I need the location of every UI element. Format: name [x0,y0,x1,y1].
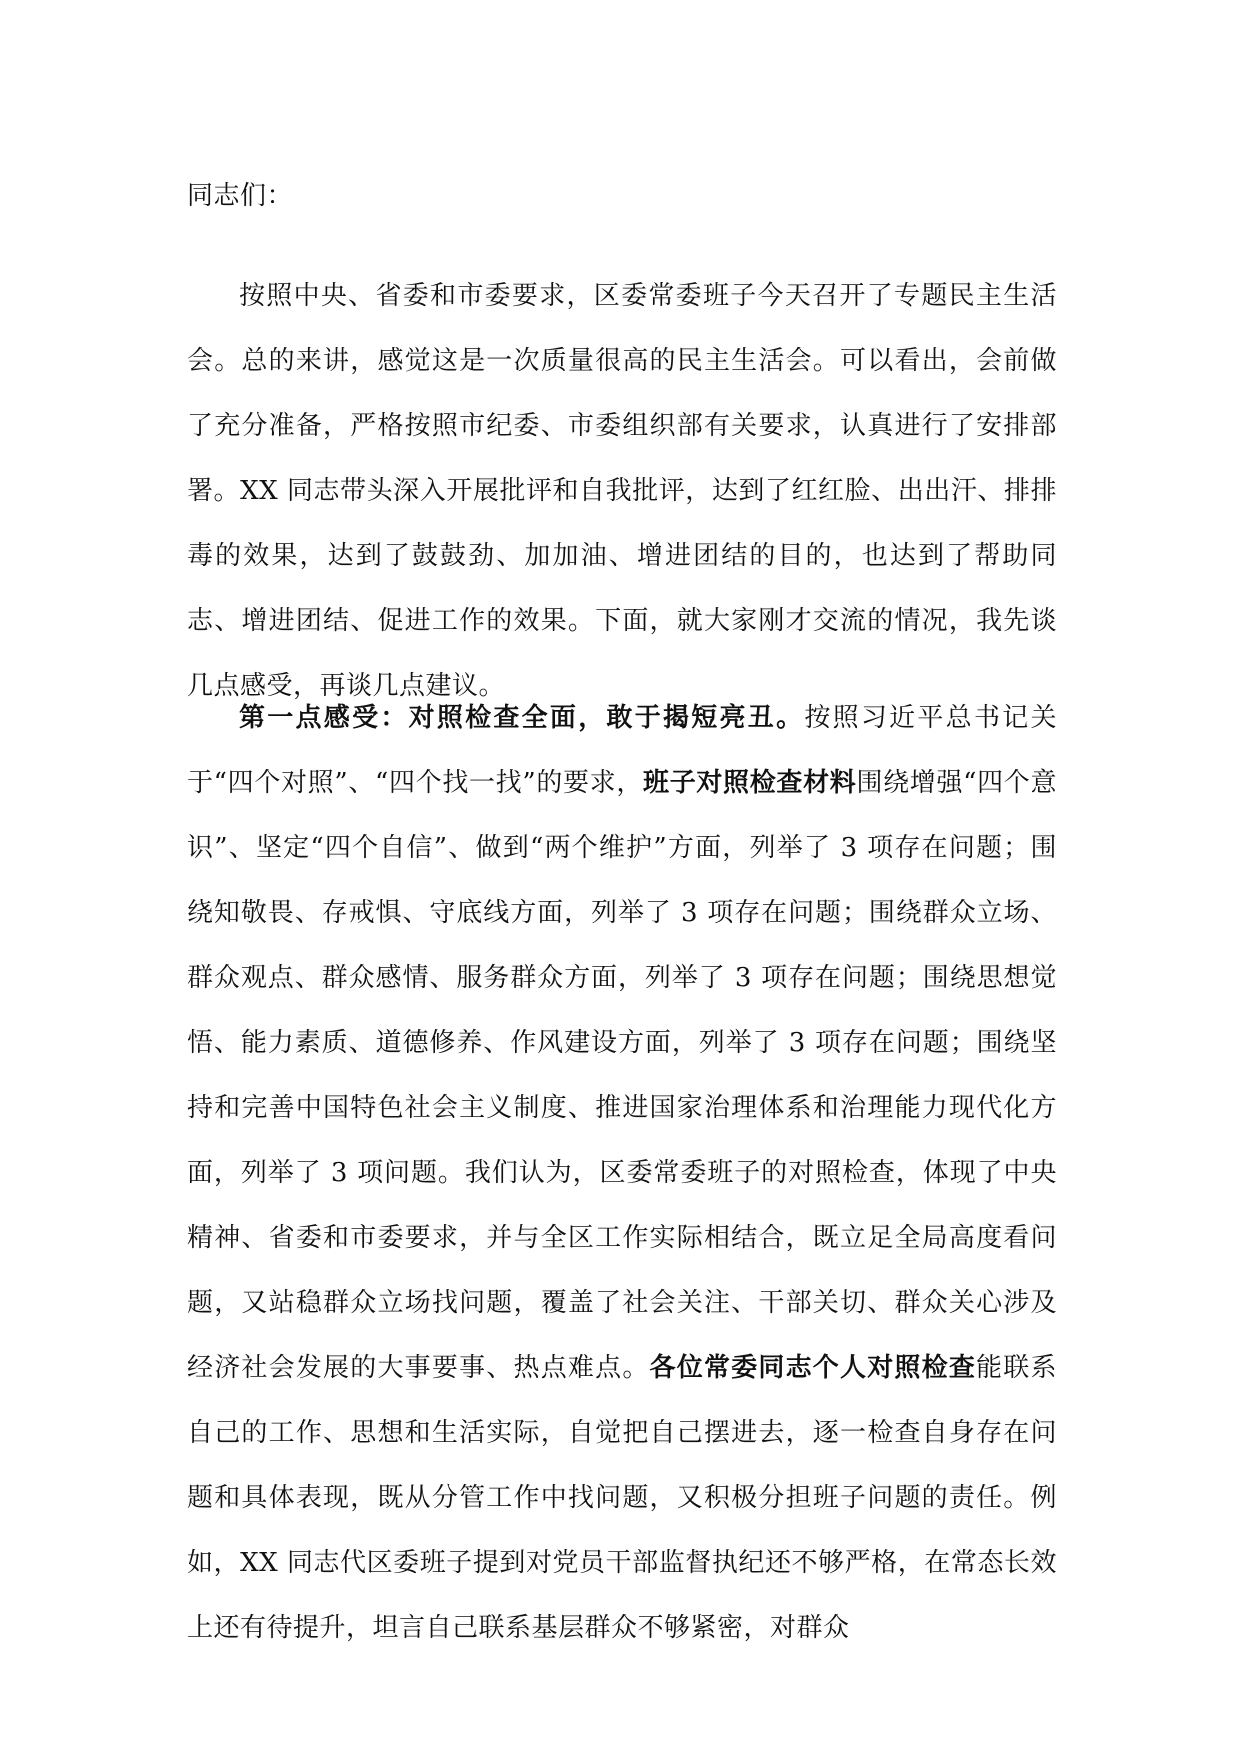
paragraph-text: 能联系自己的工作、思想和生活实际，自觉把自己摆进去，逐一检查自身存在问题和具体表现，既从分管工作中找问题，又积极分担班子问题的责任。例如，XX 同志代区委班子提到对党员干部监督执纪还不够严格，在常态长效上还有待提升，坦言自己联系基层群众不够紧密，对群众 [187,1353,1057,1643]
paragraph-text: 按照习近平总书记关于“四个对照”、“四个找一找”的要求， [187,703,1057,798]
bold-phrase-individual-review: 各位常委同志个人对照检查 [649,1353,977,1383]
bold-phrase-team-review: 班子对照检查材料 [643,768,857,798]
first-point-heading: 第一点感受：对照检查全面，敢于揭短亮丑。 [239,703,805,733]
salutation: 同志们： [187,181,294,211]
paragraph-intro: 按照中央、省委和市委要求，区委常委班子今天召开了专题民主生活会。总的来讲，感觉这是一次质量很高的民主生活会。可以看出，会前做了充分准备，严格按照市纪委、市委组织部有关要求，认真进行了安排部署。XX 同志带头深入开展批评和自我批评，达到了红红脸、出出汗、排排毒的效果，达到了鼓鼓劲、加加油、增进团结的目的，也达到了帮助同志、增进团结、促进工作的效果。下面，就大家刚才交流的情况，我先谈几点感受，再谈几点建议。 [187,281,1057,701]
paragraph-first-point [187,686,1057,1661]
paragraph-text: 围绕增强“四个意识”、坚定“四个自信”、做到“两个维护”方面，列举了 3 项存在问题；围绕知敬畏、存戒惧、守底线方面，列举了 3 项存在问题；围绕群众立场、群众观点、群众感情、服务群众方面，列举了 3 项存在问题；围绕思想觉悟、能力素质、道德修养、作风建设方面，列举了 3 项存在问题；围绕坚持和完善中国特色社会主义制度、推进国家治理体系和治理能力现代化方面，列举了 3 项问题。我们认为，区委常委班子的对照检查，体现了中央精神、省委和市委要求，并与全区工作实际相结合，既立足全局高度看问题，又站稳群众立场找问题，覆盖了社会关注、干部关切、群众关心涉及经济社会发展的大事要事、热点难点。 [187,768,1057,1383]
